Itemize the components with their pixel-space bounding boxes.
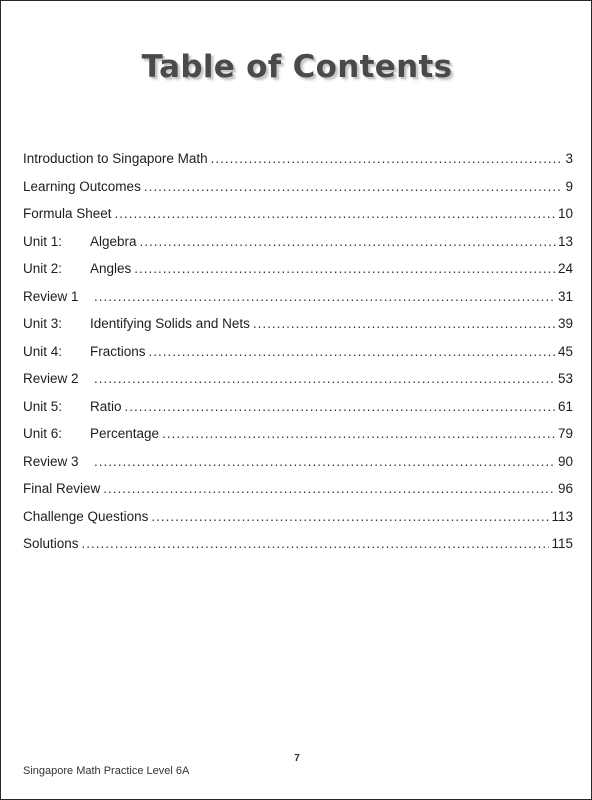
toc-dot-leader — [134, 259, 556, 279]
toc-entry-page: 53 — [557, 371, 573, 386]
toc-dot-leader — [144, 177, 564, 197]
page-title: Table of Contents — [141, 49, 453, 85]
toc-entry-unit: Unit 1: — [23, 233, 63, 249]
toc-entry-label: Challenge Questions — [23, 508, 149, 524]
toc-dot-leader — [125, 397, 556, 417]
book-title-footer: Singapore Math Practice Level 6A — [23, 765, 190, 777]
toc-entry-page: 115 — [551, 536, 573, 551]
toc-entry-page: 79 — [557, 426, 573, 441]
toc-entry — [23, 259, 573, 287]
toc-entry-unit: Unit 2: — [23, 261, 63, 276]
toc-entry — [23, 369, 573, 397]
toc-entry-page: 3 — [565, 151, 573, 166]
toc-entry-page: 39 — [557, 316, 573, 331]
toc-entry-unit: Unit 3: — [23, 316, 63, 331]
toc-entry — [23, 424, 573, 452]
toc-entry-label: Introduction to Singapore Math — [23, 151, 208, 166]
toc-entry — [23, 204, 573, 232]
toc-entry — [23, 232, 573, 260]
toc-entry-label: Identifying Solids and Nets — [90, 316, 250, 331]
toc-entry-page: 45 — [557, 343, 573, 359]
toc-entry-page: 13 — [557, 233, 573, 249]
toc-dot-leader — [94, 287, 556, 307]
toc-entry-unit: Unit 6: — [23, 426, 63, 441]
toc-entry — [23, 314, 573, 342]
toc-entry — [23, 149, 573, 177]
toc-dot-leader — [94, 369, 556, 389]
toc-entry — [23, 397, 573, 425]
toc-dot-leader — [253, 314, 556, 334]
toc-entry — [23, 534, 573, 562]
toc-entry-page: 113 — [551, 508, 573, 524]
toc-entry-page: 31 — [557, 288, 573, 304]
toc-entry-page: 96 — [557, 481, 573, 496]
toc-entry-page: 61 — [557, 398, 573, 414]
toc-entry — [23, 177, 573, 205]
toc-dot-leader — [149, 342, 556, 362]
toc-entry-page: 10 — [557, 206, 573, 221]
toc-dot-leader — [115, 204, 556, 224]
toc-dot-leader — [94, 452, 556, 472]
toc-entry-page: 90 — [557, 453, 573, 469]
toc-entry-page: 24 — [557, 261, 573, 276]
toc-entry-unit: Review 1 — [23, 288, 79, 304]
toc-entry-unit: Review 2 — [23, 371, 79, 386]
toc-dot-leader — [151, 507, 549, 527]
toc-entry-label: Fractions — [90, 343, 146, 359]
toc-dot-leader — [82, 534, 550, 554]
toc-dot-leader — [140, 232, 556, 252]
toc-entry-label: Algebra — [90, 233, 137, 249]
table-of-contents — [23, 149, 573, 562]
toc-dot-leader — [103, 479, 556, 499]
toc-entry-unit: Unit 4: — [23, 343, 63, 359]
toc-dot-leader — [211, 149, 564, 169]
toc-entry — [23, 507, 573, 535]
toc-entry-unit: Unit 5: — [23, 398, 63, 414]
toc-entry-label: Final Review — [23, 481, 101, 496]
toc-entry-label: Solutions — [23, 536, 79, 551]
toc-entry — [23, 342, 573, 370]
page-number: 7 — [294, 753, 300, 764]
toc-entry-unit: Review 3 — [23, 453, 79, 469]
toc-entry-label: Ratio — [90, 398, 122, 414]
toc-entry — [23, 287, 573, 315]
toc-entry-label: Formula Sheet — [23, 206, 112, 221]
toc-entry-label: Angles — [90, 261, 132, 276]
toc-dot-leader — [162, 424, 556, 444]
toc-entry-label: Learning Outcomes — [23, 178, 141, 194]
toc-entry-label: Percentage — [90, 426, 160, 441]
toc-entry — [23, 452, 573, 480]
toc-entry-page: 9 — [565, 178, 573, 194]
toc-entry — [23, 479, 573, 507]
